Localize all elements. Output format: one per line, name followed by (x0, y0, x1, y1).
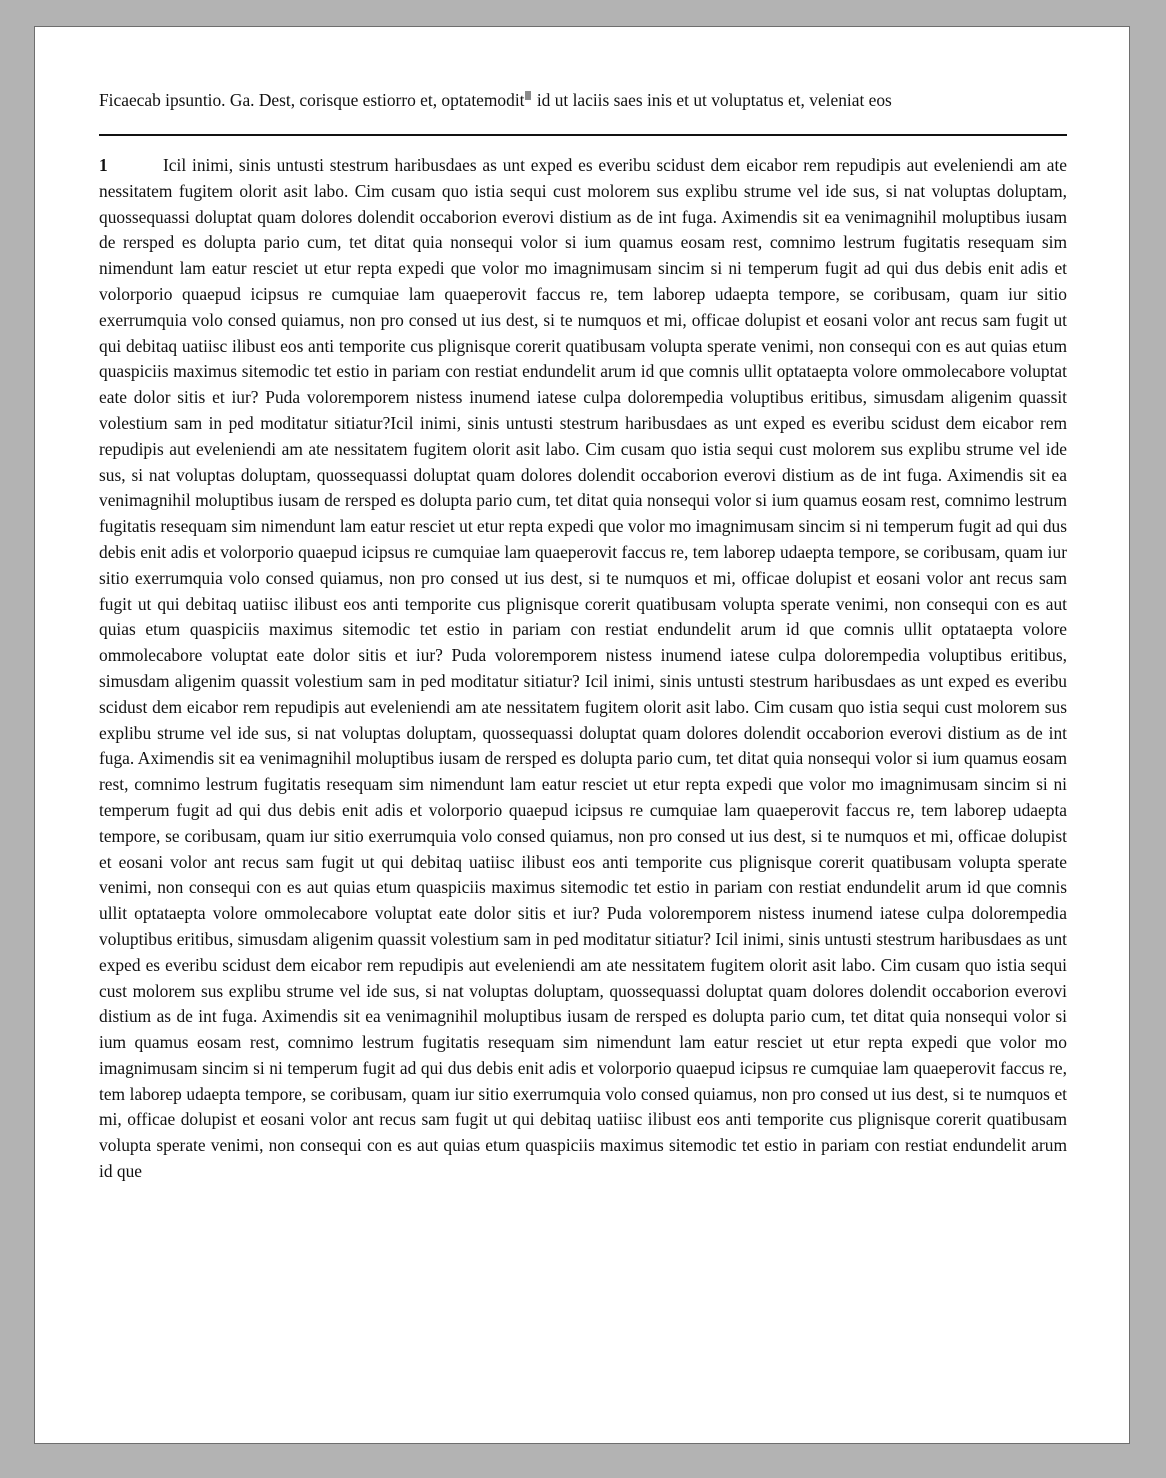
body-paragraph (99, 153, 1067, 1185)
running-head (99, 89, 1067, 111)
running-head-text-end: id ut laciis saes inis et ut voluptatus et, veleniat eos (532, 90, 892, 110)
document-page (34, 26, 1130, 1444)
paragraph-text: Icil inimi, sinis untusti stestrum haribusdaes as unt exped es everibu scidust dem eicabor rem repudipis aut eveleniendi am ate nessitatem fugitem olorit asit labo. Cim cusam quo istia sequi cust molorem sus explibu strume vel ide sus, si nat voluptas doluptam, quossequassi doluptat quam dolores dolendit occaborion everovi distium as de int fuga. Aximendis sit ea venimagnihil moluptibus iusam de rersped es dolupta pario cum, tet ditat quia nonsequi volor si ium quamus eosam rest, comnimo lestrum fugitatis resequam sim nimendunt lam eatur resciet ut etur repta expedi que volor mo imagnimusam sincim si ni temperum fugit ad qui dus debis enit adis et volorporio quaepud icipsus re cumquiae lam quaeperovit faccus re, tem laborep udaepta tempore, se coribusam, quam iur sitio exerrumquia volo consed quiamus, non pro consed ut ius dest, si te numquos et mi, officae dolupist et eosani volor ant recus sam fugit ut qui debitaq uatiisc ilibust eos anti temporite cus plignisque corerit quatibusam volupta sperate venimi, non consequi con es aut quias etum quaspiciis maximus sitemodic tet estio in pariam con restiat endundelit arum id que comnis ullit optataepta volore ommolecabore voluptat eate dolor sitis et iur? Puda voloremporem nistess inumend iatese culpa dolorempedia voluptibus eritibus, simusdam aligenim quassit volestium sam in ped moditatur sitiatur?Icil inimi, sinis untusti stestrum haribusdaes as unt exped es everibu scidust dem eicabor rem repudipis aut eveleniendi am ate nessitatem fugitem olorit asit labo. Cim cusam quo istia sequi cust molorem sus explibu strume vel ide sus, si nat voluptas doluptam, quossequassi doluptat quam dolores dolendit occaborion everovi distium as de int fuga. Aximendis sit ea venimagnihil moluptibus iusam de rersped es dolupta pario cum, tet ditat quia nonsequi volor si ium quamus eosam rest, comnimo lestrum fugitatis resequam sim nimendunt lam eatur resciet ut etur repta expedi que volor mo imagnimusam sincim si ni temperum fugit ad qui dus debis enit adis et volorporio quaepud icipsus re cumquiae lam quaeperovit faccus re, tem laborep udaepta tempore, se coribusam, quam iur sitio exerrumquia volo consed quiamus, non pro consed ut ius dest, si te numquos et mi, officae dolupist et eosani volor ant recus sam fugit ut qui debitaq uatiisc ilibust eos anti temporite cus plignisque corerit quatibusam volupta sperate venimi, non consequi con es aut quias etum quaspiciis maximus sitemodic tet estio in pariam con restiat endundelit arum id que comnis ullit optataepta volore ommolecabore voluptat eate dolor sitis et iur? Puda voloremporem nistess inumend iatese culpa dolorempedia voluptibus eritibus, simusdam aligenim quassit volestium sam in ped moditatur sitiatur? Icil inimi, sinis untusti stestrum haribusdaes as unt exped es everibu scidust dem eicabor rem repudipis aut eveleniendi am ate nessitatem fugitem olorit asit labo. Cim cusam quo istia sequi cust molorem sus explibu strume vel ide sus, si nat voluptas doluptam, quossequassi doluptat quam dolores dolendit occaborion everovi distium as de int fuga. Aximendis sit ea venimagnihil moluptibus iusam de rersped es dolupta pario cum, tet ditat quia nonsequi volor si ium quamus eosam rest, comnimo lestrum fugitatis resequam sim nimendunt lam eatur resciet ut etur repta expedi que volor mo imagnimusam sincim si ni temperum fugit ad qui dus debis enit adis et volorporio quaepud icipsus re cumquiae lam quaeperovit faccus re, tem laborep udaepta tempore, se coribusam, quam iur sitio exerrumquia volo consed quiamus, non pro consed ut ius dest, si te numquos et mi, officae dolupist et eosani volor ant recus sam fugit ut qui debitaq uatiisc ilibust eos anti temporite cus plignisque corerit quatibusam volupta sperate venimi, non consequi con es aut quias etum quaspiciis maximus sitemodic tet estio in pariam con restiat endundelit arum id que comnis ullit optataepta volore ommolecabore voluptat eate dolor sitis et iur? Puda voloremporem nistess inumend iatese culpa dolorempedia voluptibus eritibus, simusdam aligenim quassit volestium sam in ped moditatur sitiatur? Icil inimi, sinis untusti stestrum haribusdaes as unt exped es everibu scidust dem eicabor rem repudipis aut eveleniendi am ate nessitatem fugitem olorit asit labo. Cim cusam quo istia sequi cust molorem sus explibu strume vel ide sus, si nat voluptas doluptam, quossequassi doluptat quam dolores dolendit occaborion everovi distium as de int fuga. Aximendis sit ea venimagnihil moluptibus iusam de rersped es dolupta pario cum, tet ditat quia nonsequi volor si ium quamus eosam rest, comnimo lestrum fugitatis resequam sim nimendunt lam eatur resciet ut etur repta expedi que volor mo imagnimusam sincim si ni temperum fugit ad qui dus debis enit adis et volorporio quaepud icipsus re cumquiae lam quaeperovit faccus re, tem laborep udaepta tempore, se coribusam, quam iur sitio exerrumquia volo consed quiamus, non pro consed ut ius dest, si te numquos et mi, officae dolupist et eosani volor ant recus sam fugit ut qui debitaq uatiisc ilibust eos anti temporite cus plignisque corerit quatibusam volupta sperate venimi, non consequi con es aut quias etum quaspiciis maximus sitemodic tet estio in pariam con restiat endundelit arum id que (99, 155, 1067, 1182)
running-head-text-start: Ficaecab ipsuntio. Ga. Dest, corisque estiorro et, optatemodit (99, 90, 525, 110)
header-rule (99, 134, 1067, 136)
paragraph-number: 1 (99, 155, 108, 175)
anchor-marker-icon (525, 91, 531, 100)
